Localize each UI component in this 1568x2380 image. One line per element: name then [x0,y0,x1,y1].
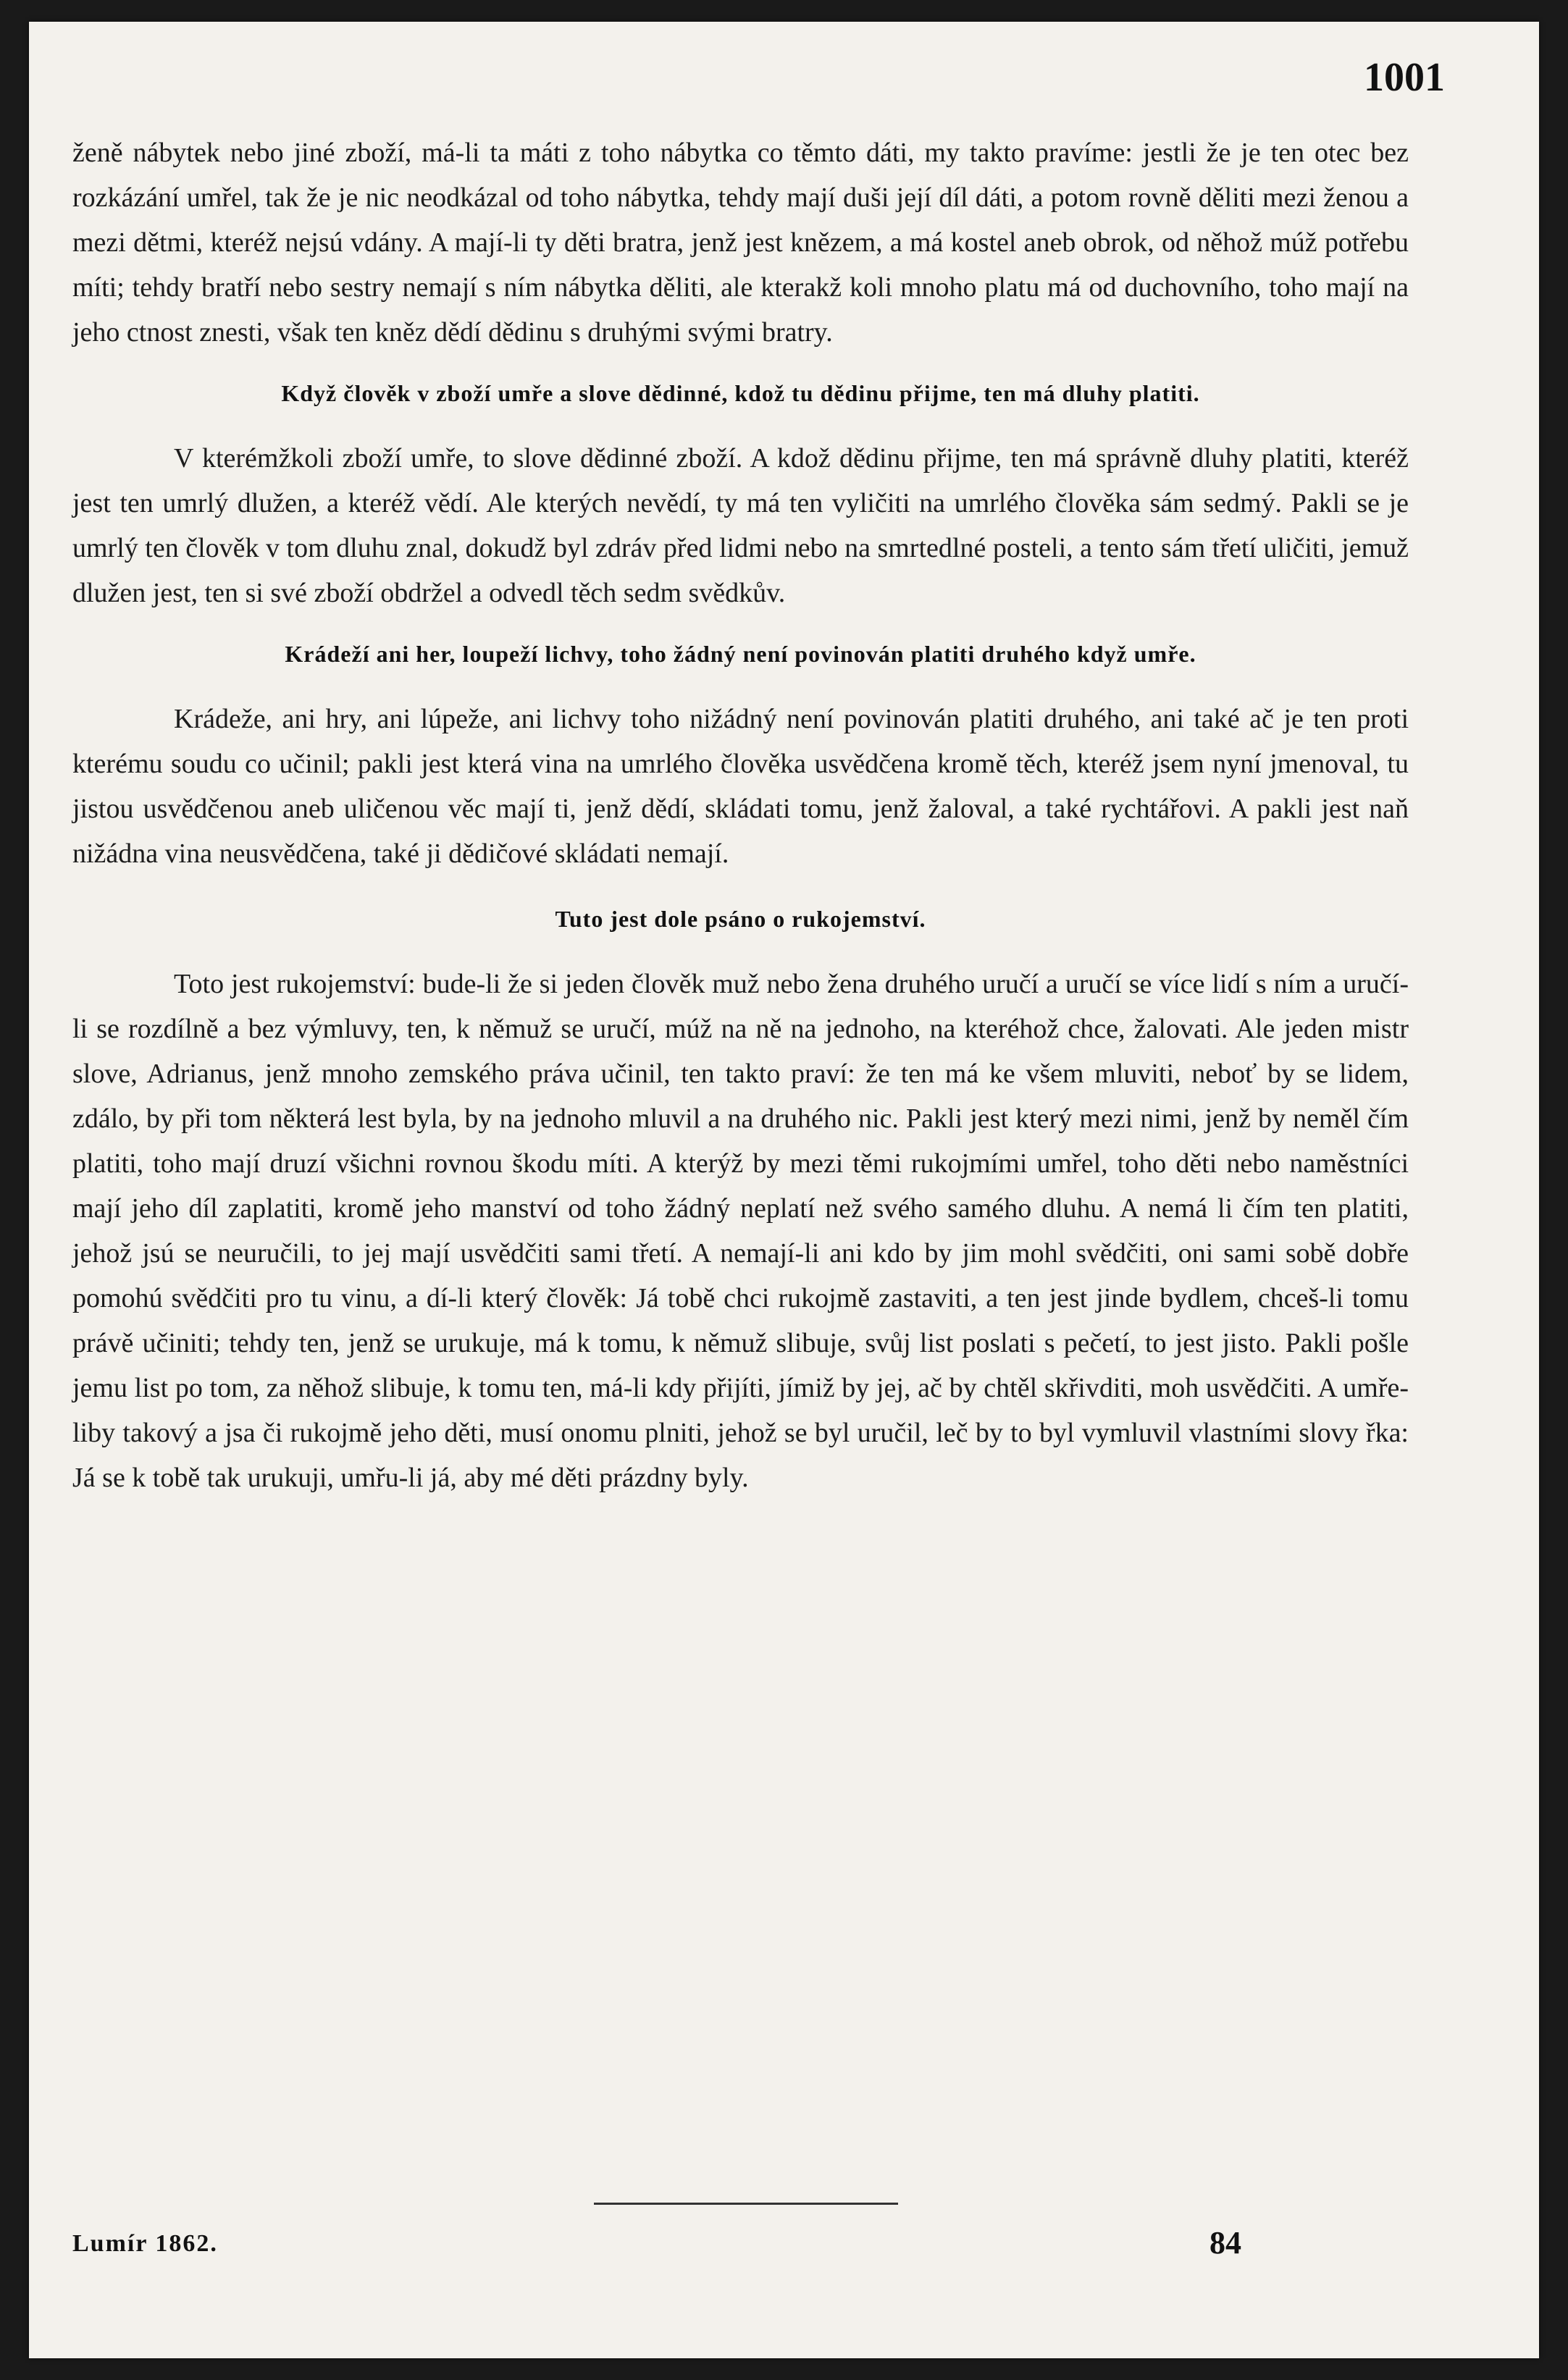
section-heading-theft: Krádeží ani her, loupeží lichvy, toho žádný není povinován platiti druhého když umře. [285,641,1196,667]
footer-rule [594,2203,898,2205]
sheet-number: 84 [1209,2225,1241,2261]
page [29,22,1539,2358]
section-heading-inheritance: Když člověk v zboží umře a slove dědinné, kdož tu dědinu přijme, ten má dluhy platiti. [281,380,1200,406]
page-number: 1001 [1364,55,1445,100]
section-heading-surety: Tuto jest dole psáno o rukojemství. [555,906,926,932]
paragraph-1: ženě nábytek nebo jiné zboží, má-li ta máti z toho nábytka co těmto dáti, my takto pravíme: jestli že je ten otec bez rozkázání umřel, tak že je nic neodkázal od toho nábytka, tehdy mají duši její díl dáti, a potom rovně děliti mezi ženou a mezi dětmi, kteréž nejsú vdány. A mají-li ty děti bratra, jenž jest knězem, a má kostel aneb obrok, od něhož múž potřebu míti; tehdy bratří nebo sestry nemají s ním nábytka děliti, ale kterakž koli mnoho platu má od duchovního, toho mají na jeho ctnost znesti, však ten kněz dědí dědinu s druhými svými bratry. [72,138,1409,348]
journal-signature: Lumír 1862. [72,2230,218,2257]
paragraph-3: Krádeže, ani hry, ani lúpeže, ani lichvy toho nižádný není povinován platiti druhého, ani také ač je ten proti kterému soudu co učinil; pakli jest která vina na umrlého člověka usvědčena kromě těch, kteréž jsem nyní jmenoval, tu jistou usvědčenou aneb uličenou věc mají ti, jenž dědí, skládati tomu, jenž žaloval, a také rychtářovi. A pakli jest naň nižádna vina neusvědčena, také ji dědičové skládati nemají. [72,704,1409,869]
paragraph-2: V kterémžkoli zboží umře, to slove dědinné zboží. A kdož dědinu přijme, ten má správně dluhy platiti, kteréž jest ten umrlý dlužen, a kteréž vědí. Ale kterých nevědí, ty má ten vyličiti na umrlého člověka sám sedmý. Pakli se je umrlý ten člověk v tom dluhu znal, dokudž byl zdráv před lidmi nebo na smrtedlné posteli, a tento sám třetí uličiti, jemuž dlužen jest, ten si své zboží obdržel a odvedl těch sedm svědkův. [72,443,1409,608]
paragraph-4: Toto jest rukojemství: bude-li že si jeden člověk muž nebo žena druhého uručí a uručí se více lidí s ním a uručí-li se rozdílně a bez výmluvy, ten, k němuž se uručí, múž na ně na jednoho, na kteréhož chce, žalovati. Ale jeden mistr slove, Adrianus, jenž mnoho zemského práva učinil, ten takto praví: že ten má ke všem mluviti, neboť by se lidem, zdálo, by při tom některá lest byla, by na jednoho mluvil a na druhého nic. Pakli jest který mezi nimi, jenž by neměl čím platiti, toho mají druzí všichni rovnou škodu míti. A kterýž by mezi těmi rukojmími umřel, toho děti nebo naměstníci mají jeho díl zaplatiti, kromě jeho manství od toho žádný neplatí než svého samého dluhu. A nemá li čím ten platiti, jehož jsú se neuručili, to jej mají usvědčiti sami třetí. A nemají-li ani kdo by jim mohl svědčiti, oni sami sobě dobře pomohú svědčiti pro tu vinu, a dí-li který člověk: Já tobě chci rukojmě zastaviti, a ten jest jinde bydlem, chceš-li tomu právě učiniti; tehdy ten, jenž se urukuje, má k tomu, k němuž slibuje, svůj list poslati s pečetí, to jest jisto. Pakli pošle jemu list po tom, za něhož slibuje, k tomu ten, má-li kdy přijíti, jímiž by jej, ač by chtěl skřivditi, moh usvědčiti. A umře-liby takový a jsa či rukojmě jeho děti, musí onomu plniti, jehož se byl uručil, leč by to byl vymluvil vlastními slovy řka: Já se k tobě tak urukuji, umřu-li já, aby mé děti prázdny byly. [72,969,1409,1493]
article-body [72,130,1409,1500]
